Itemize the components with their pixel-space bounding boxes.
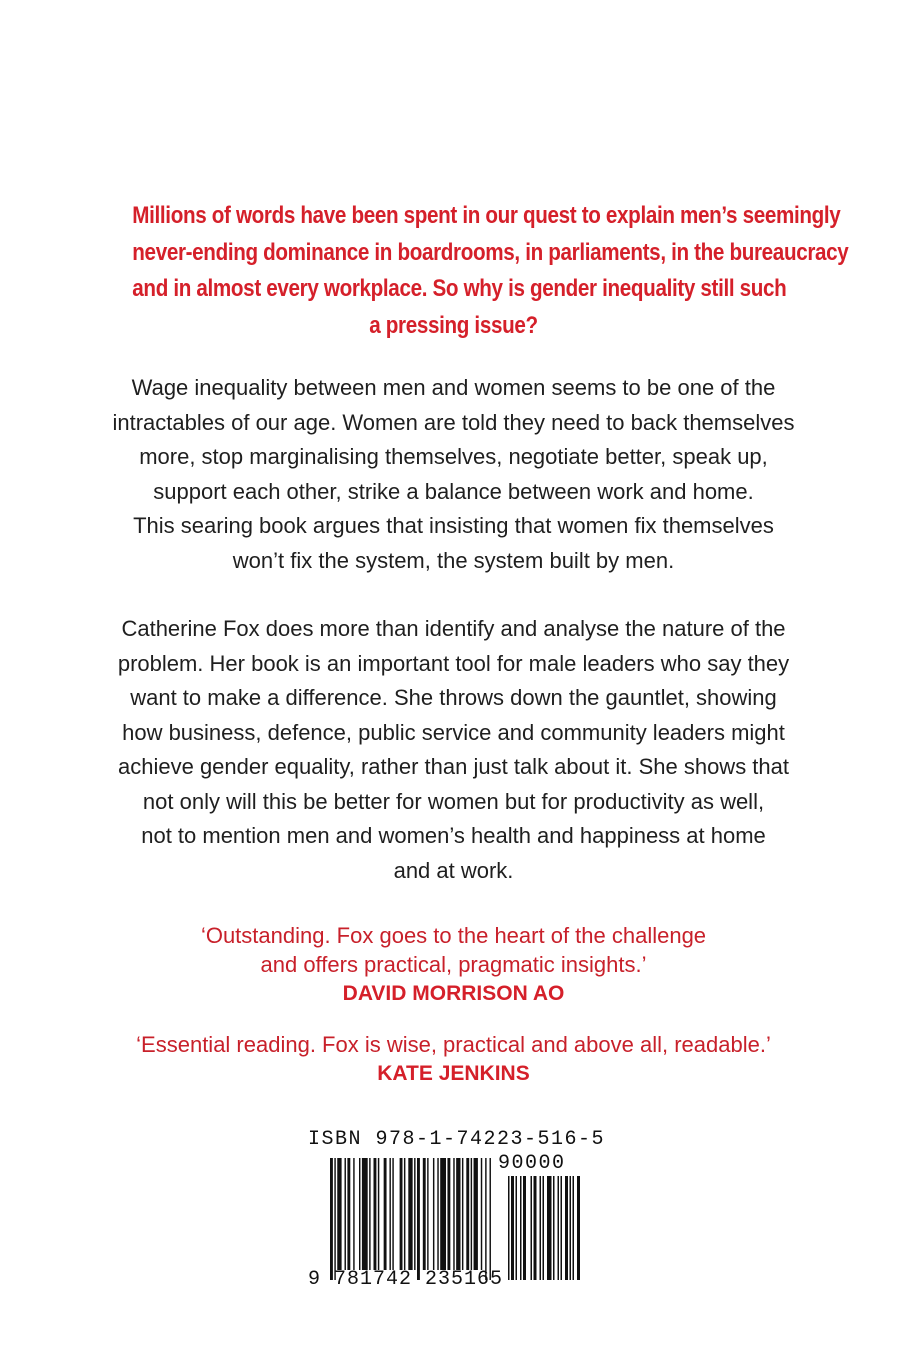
barcode-bar (384, 1158, 387, 1270)
barcode-bar (392, 1158, 393, 1270)
addon-bar (520, 1176, 522, 1280)
paragraph-line: achieve gender equality, rather than just talk about it. She shows that (118, 754, 789, 779)
barcode-bar (437, 1158, 438, 1270)
paragraph-line: want to make a difference. She throws down the gauntlet, showing (130, 685, 777, 710)
barcode-bar (359, 1158, 360, 1270)
barcode-bar (471, 1158, 472, 1270)
barcode-bar (440, 1158, 446, 1270)
quote-attribution: KATE JENKINS (377, 1062, 530, 1085)
barcode-bar (404, 1158, 405, 1270)
addon-bar (523, 1176, 526, 1280)
addon-bar (570, 1176, 572, 1280)
quote-line: ‘Essential reading. Fox is wise, practical and above all, readable.’ (136, 1032, 771, 1057)
headline-line: never-ending dominance in boardrooms, in parliaments, in the bureaucracy (132, 238, 849, 266)
barcode-bar (334, 1158, 335, 1280)
addon-bar (558, 1176, 560, 1280)
addon-bar (561, 1176, 563, 1280)
barcode-bar (447, 1158, 450, 1270)
paragraph-line: support each other, strike a balance between work and home. (153, 478, 754, 504)
addon-bar (543, 1176, 545, 1280)
quote-line: ‘Outstanding. Fox goes to the heart of the challenge (200, 923, 707, 948)
barcode-bar (417, 1158, 420, 1280)
review-quote-2 (60, 1030, 847, 1089)
description-paragraph-1 (60, 371, 847, 578)
barcode-bar (362, 1158, 368, 1270)
barcode-bar (378, 1158, 379, 1270)
barcode-bar (347, 1158, 350, 1270)
barcode-bar (337, 1158, 341, 1270)
barcode-bar (374, 1158, 377, 1270)
barcode-bar (353, 1158, 354, 1270)
paragraph-line: how business, defence, public service and community leaders might (122, 719, 785, 745)
headline-line: and in almost every workplace. So why is gender inequality still such (132, 275, 787, 302)
barcode-bar (433, 1158, 434, 1270)
barcode-bar (414, 1158, 415, 1270)
headline-line: a pressing issue? (369, 311, 538, 339)
barcode-bar (453, 1158, 454, 1270)
barcode-bar (474, 1158, 478, 1270)
barcode-bar (456, 1158, 460, 1270)
addon-bar (534, 1176, 537, 1280)
barcode-bar (330, 1158, 333, 1280)
barcode-bar (490, 1158, 491, 1280)
addon-bar (577, 1176, 580, 1280)
addon-bar (573, 1176, 575, 1280)
addon-bar (540, 1176, 542, 1280)
paragraph-line: This searing book argues that insisting that women fix themselves (133, 513, 774, 538)
barcode-bar (466, 1158, 469, 1270)
isbn-barcode (308, 1128, 606, 1298)
paragraph-line: intractables of our age. Women are told they need to back themselves (112, 409, 795, 435)
barcode-bar (427, 1158, 428, 1270)
paragraph-line: not only will this be better for women but for productivity as well, (142, 788, 765, 814)
addon-bar (553, 1176, 555, 1280)
paragraph-line: won’t fix the system, the system built by men. (232, 547, 675, 573)
description-paragraph-2 (60, 612, 847, 888)
barcode-bar (481, 1158, 482, 1270)
addon-bar (516, 1176, 518, 1280)
barcode-bar (423, 1158, 426, 1270)
barcode-bar (408, 1158, 412, 1270)
quote-attribution: DAVID MORRISON AO (342, 982, 565, 1005)
addon-bar (565, 1176, 568, 1280)
paragraph-line: Catherine Fox does more than identify and analyse the nature of the (121, 616, 786, 641)
isbn-label: ISBN 978-1-74223-516-5 (308, 1128, 606, 1151)
addon-price-code: 90000 (498, 1152, 566, 1175)
addon-bar (508, 1176, 510, 1280)
headline-line: Millions of words have been spent in our quest to explain men’s seemingly (132, 202, 841, 229)
paragraph-line: more, stop marginalising themselves, negotiate better, speak up, (139, 444, 768, 469)
barcode-bar (389, 1158, 390, 1270)
review-quote-1 (60, 921, 847, 1009)
paragraph-line: problem. Her book is an important tool for male leaders who say they (117, 650, 790, 676)
paragraph-line: not to mention men and women’s health and happiness at home (141, 823, 766, 848)
headline-blurb (132, 198, 849, 344)
barcode-bar (462, 1158, 463, 1270)
addon-bar (511, 1176, 514, 1280)
barcode-bar (345, 1158, 346, 1270)
addon-bar (547, 1176, 552, 1280)
paragraph-line: Wage inequality between men and women seems to be one of the (131, 375, 776, 400)
addon-bar (531, 1176, 533, 1280)
ean-number: 9 781742 235165 (308, 1268, 504, 1291)
barcode-bar (400, 1158, 403, 1270)
quote-line: and offers practical, pragmatic insights.’ (260, 952, 647, 977)
barcode-bar (369, 1158, 370, 1270)
barcode-bar (485, 1158, 486, 1280)
paragraph-line: and at work. (393, 857, 514, 883)
